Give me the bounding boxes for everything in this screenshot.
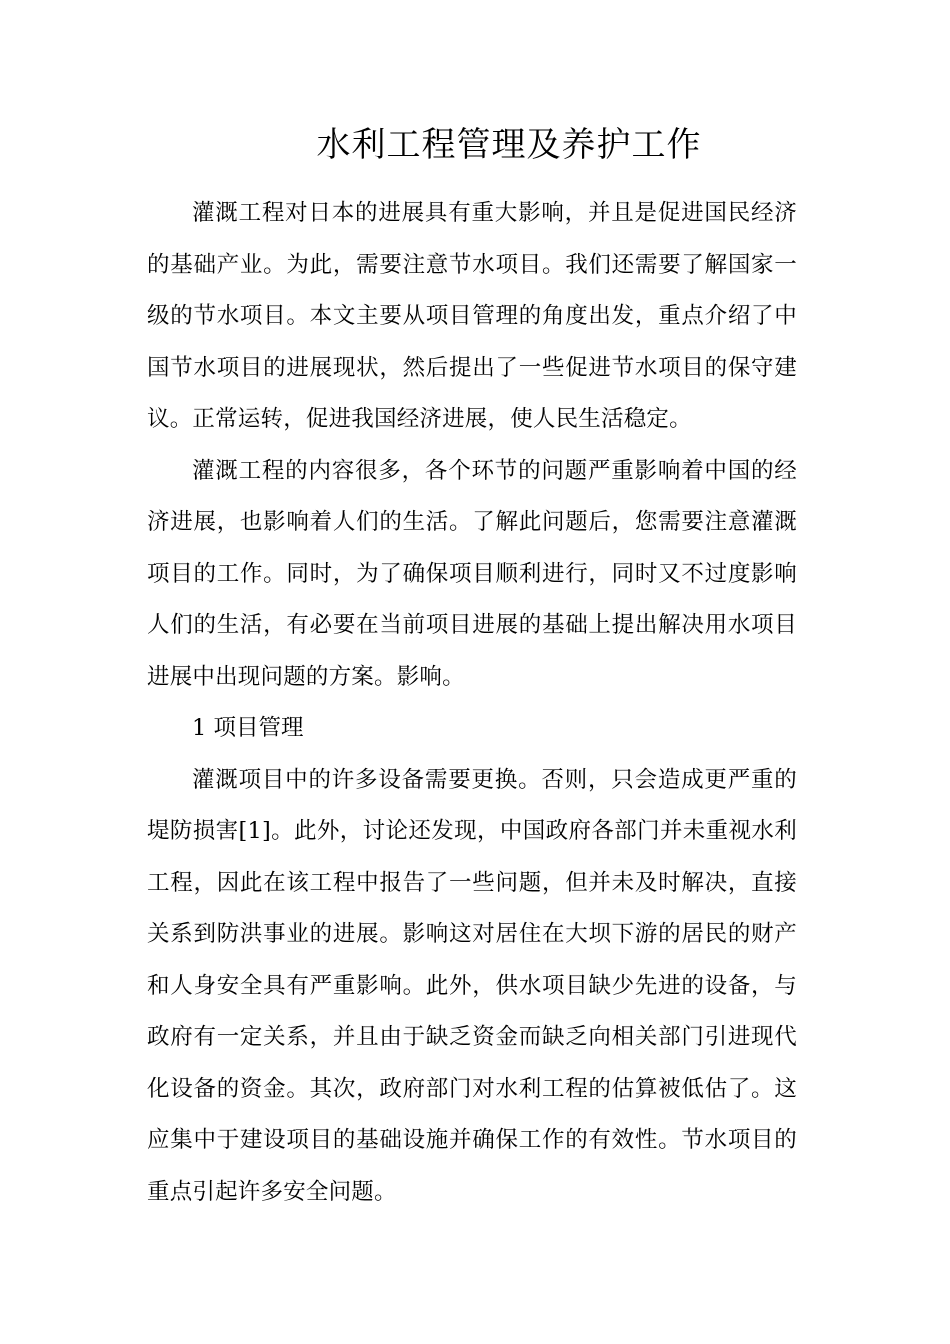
section-heading-project-management: 1 项目管理 bbox=[192, 715, 304, 741]
paragraph-section-1: 灌溉项目中的许多设备需要更换。否则，只会造成更严重的堤防损害[1]。此外，讨论还发现，中国政府各部门并未重视水利工程，因此在该工程中报告了一些问题，但并未及时解决，直接关系到防洪事业的进展。影响这对居住在大坝下游的居民的财产和人身安全具有严重影响。此外，供水项目缺少先进的设备，与政府有一定关系，并且由于缺乏资金而缺乏向相关部门引进现代化设备的资金。其次，政府部门对水利工程的估算被低估了。这应集中于建设项目的基础设施并确保工作的有效性。节水项目的重点引起许多安全问题。 bbox=[147, 766, 797, 1205]
paragraph-intro-1: 灌溉工程对日本的进展具有重大影响，并且是促进国民经济的基础产业。为此，需要注意节水项目。我们还需要了解国家一级的节水项目。本文主要从项目管理的角度出发，重点介绍了中国节水项目的进展现状，然后提出了一些促进节水项目的保守建议。正常运转，促进我国经济进展，使人民生活稳定。 bbox=[147, 200, 797, 432]
document-title: 水利工程管理及养护工作 bbox=[316, 125, 702, 165]
paragraph-intro-2: 灌溉工程的内容很多，各个环节的问题严重影响着中国的经济进展，也影响着人们的生活。了解此问题后，您需要注意灌溉项目的工作。同时，为了确保项目顺利进行，同时又不过度影响人们的生活，有必要在当前项目进展的基础上提出解决用水项目进展中出现问题的方案。影响。 bbox=[147, 457, 797, 690]
document-body bbox=[147, 188, 797, 1218]
